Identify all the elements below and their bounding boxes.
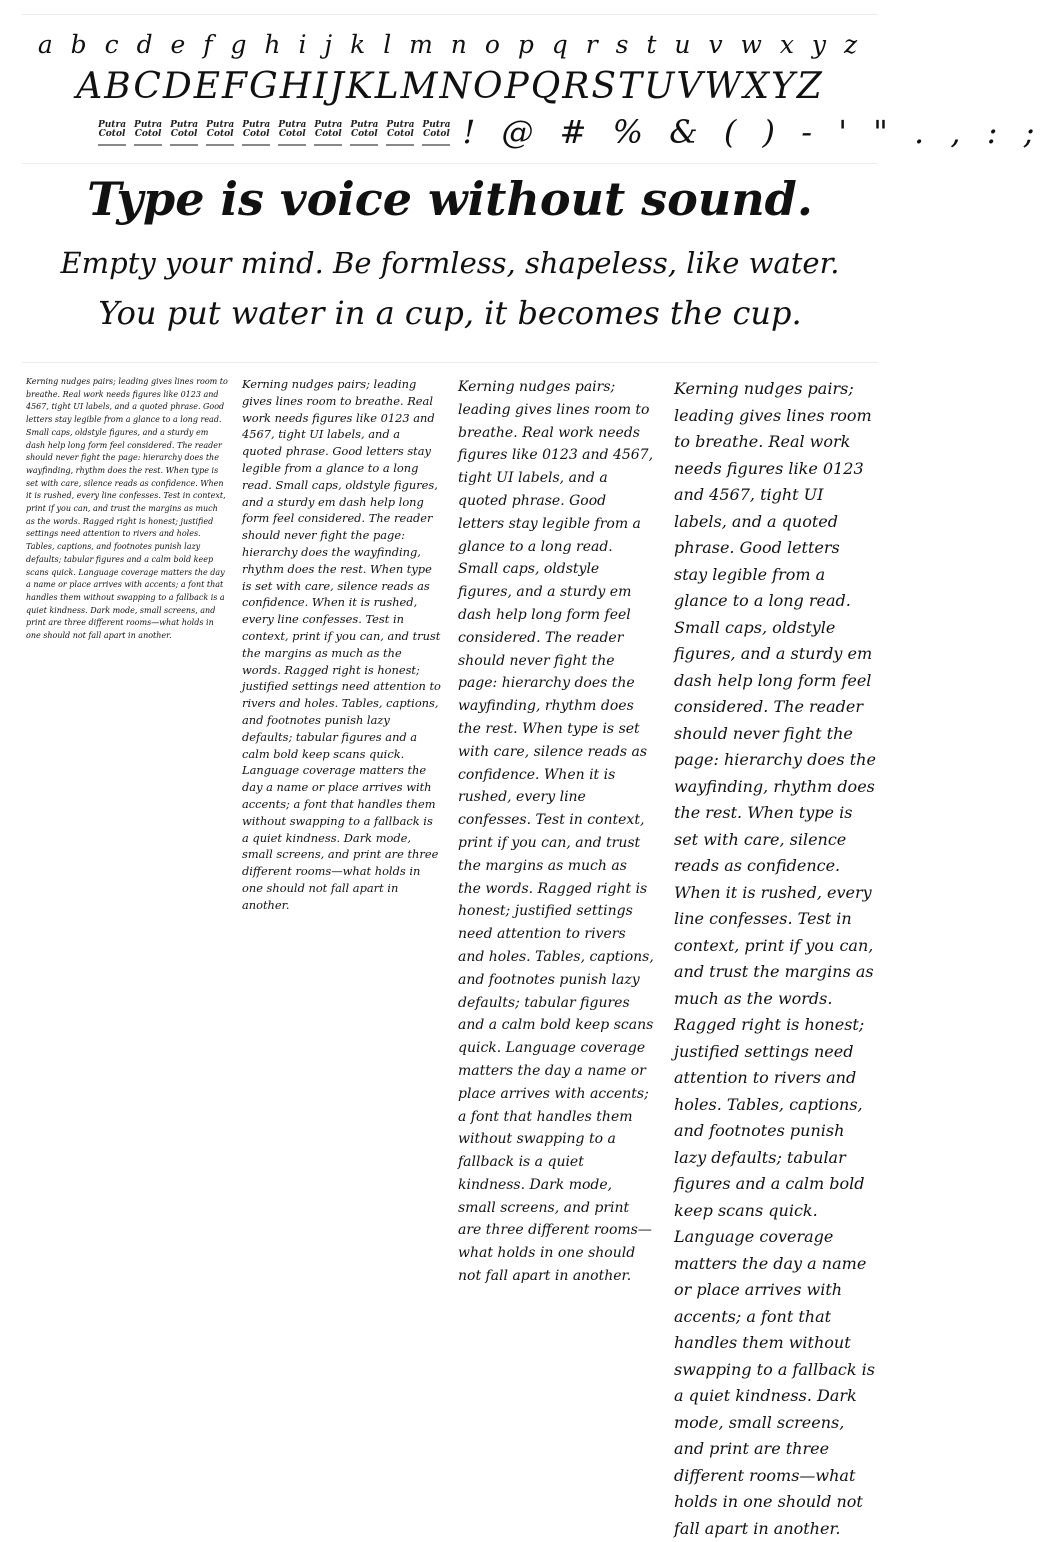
quote-line-1: Empty your mind. Be formless, shapeless, like water.	[60, 246, 840, 280]
placeholder-logo: Putra Cotol	[278, 119, 306, 146]
placeholder-logo: Putra Cotol	[206, 119, 234, 146]
punctuation-glyphs: ! @ # % & ( ) - ' " . , : ;	[462, 113, 1042, 151]
placeholder-logo: Putra Cotol	[422, 119, 450, 146]
section-divider	[22, 163, 878, 164]
placeholder-logo: Putra Cotol	[386, 119, 414, 146]
placeholder-logo: Putra Cotol	[134, 119, 162, 146]
quote-line-2: You put water in a cup, it becomes the cup.	[98, 294, 802, 332]
glyph-row	[98, 113, 1042, 151]
paragraph-sample-medium: Kerning nudges pairs; leading gives lines room to breathe. Real work needs figures like 0123 and 4567, tight UI labels, and a quoted phrase. Good letters stay legible from a glance to a long read. Small caps, oldstyle figures, and a sturdy em dash help long form feel considered. The reader should never fight the page: hierarchy does the wayfinding, rhythm does the rest. When type is set with care, silence reads as confidence. When it is rushed, every line confesses. Test in context, print if you can, and trust the margins as much as the words. Ragged right is honest; justified settings need attention to rivers and holes. Tables, captions, and footnotes punish lazy defaults; tabular figures and a calm bold keep scans quick. Language coverage matters the day a name or place arrives with accents; a font that handles them without swapping to a fallback is a quiet kindness. Dark mode, small screens, and print are three different rooms—what holds in one should not fall apart in another.	[242, 377, 441, 912]
top-divider	[22, 14, 878, 15]
uppercase-alphabet: ABCDEFGHIJKLMNOPQRSTUVWXYZ	[76, 66, 824, 107]
headline-sample: Type is voice without sound.	[87, 172, 813, 226]
section-divider	[22, 362, 878, 363]
placeholder-logo: Putra Cotol	[242, 119, 270, 146]
placeholder-logo: Putra Cotol	[314, 119, 342, 146]
paragraph-sample-xlarge: Kerning nudges pairs; leading gives lines room to breathe. Real work needs figures like 0123 and 4567, tight UI labels, and a quoted phrase. Good letters stay legible from a glance to a long read. Small caps, oldstyle figures, and a sturdy em dash help long form feel considered. The reader should never fight the page: hierarchy does the wayfinding, rhythm does the rest. When type is set with care, silence reads as confidence. When it is rushed, every line confesses. Test in context, print if you can, and trust the margins as much as the words. Ragged right is honest; justified settings need attention to rivers and holes. Tables, captions, and footnotes punish lazy defaults; tabular figures and a calm bold keep scans quick. Language coverage matters the day a name or place arrives with accents; a font that handles them without swapping to a fallback is a quiet kindness. Dark mode, small screens, and print are three different rooms—what holds in one should not fall apart in another.	[674, 379, 876, 1538]
placeholder-logo: Putra Cotol	[170, 119, 198, 146]
placeholder-logo: Putra Cotol	[98, 119, 126, 146]
lowercase-alphabet: a b c d e f g h i j k l m n o p q r s t u v w x y z	[37, 30, 863, 59]
paragraph-sample-large: Kerning nudges pairs; leading gives lines room to breathe. Real work needs figures like 0123 and 4567, tight UI labels, and a quoted phrase. Good letters stay legible from a glance to a long read. Small caps, oldstyle figures, and a sturdy em dash help long form feel considered. The reader should never fight the page: hierarchy does the wayfinding, rhythm does the rest. When type is set with care, silence reads as confidence. When it is rushed, every line confesses. Test in context, print if you can, and trust the margins as much as the words. Ragged right is honest; justified settings need attention to rivers and holes. Tables, captions, and footnotes punish lazy defaults; tabular figures and a calm bold keep scans quick. Language coverage matters the day a name or place arrives with accents; a font that handles them without swapping to a fallback is a quiet kindness. Dark mode, small screens, and print are three different rooms—what holds in one should not fall apart in another.	[458, 379, 654, 1285]
placeholder-logo: Putra Cotol	[350, 119, 378, 146]
paragraph-sample-small: Kerning nudges pairs; leading gives lines room to breathe. Real work needs figures like 0123 and 4567, tight UI labels, and a quoted phrase. Good letters stay legible from a glance to a long read. Small caps, oldstyle figures, and a sturdy em dash help long form feel considered. The reader should never fight the page: hierarchy does the wayfinding, rhythm does the rest. When type is set with care, silence reads as confidence. When it is rushed, every line confesses. Test in context, print if you can, and trust the margins as much as the words. Ragged right is honest; justified settings need attention to rivers and holes. Tables, captions, and footnotes punish lazy defaults; tabular figures and a calm bold keep scans quick. Language coverage matters the day a name or place arrives with accents; a font that handles them without swapping to a fallback is a quiet kindness. Dark mode, small screens, and print are three different rooms—what holds in one should not fall apart in another.	[26, 377, 228, 641]
